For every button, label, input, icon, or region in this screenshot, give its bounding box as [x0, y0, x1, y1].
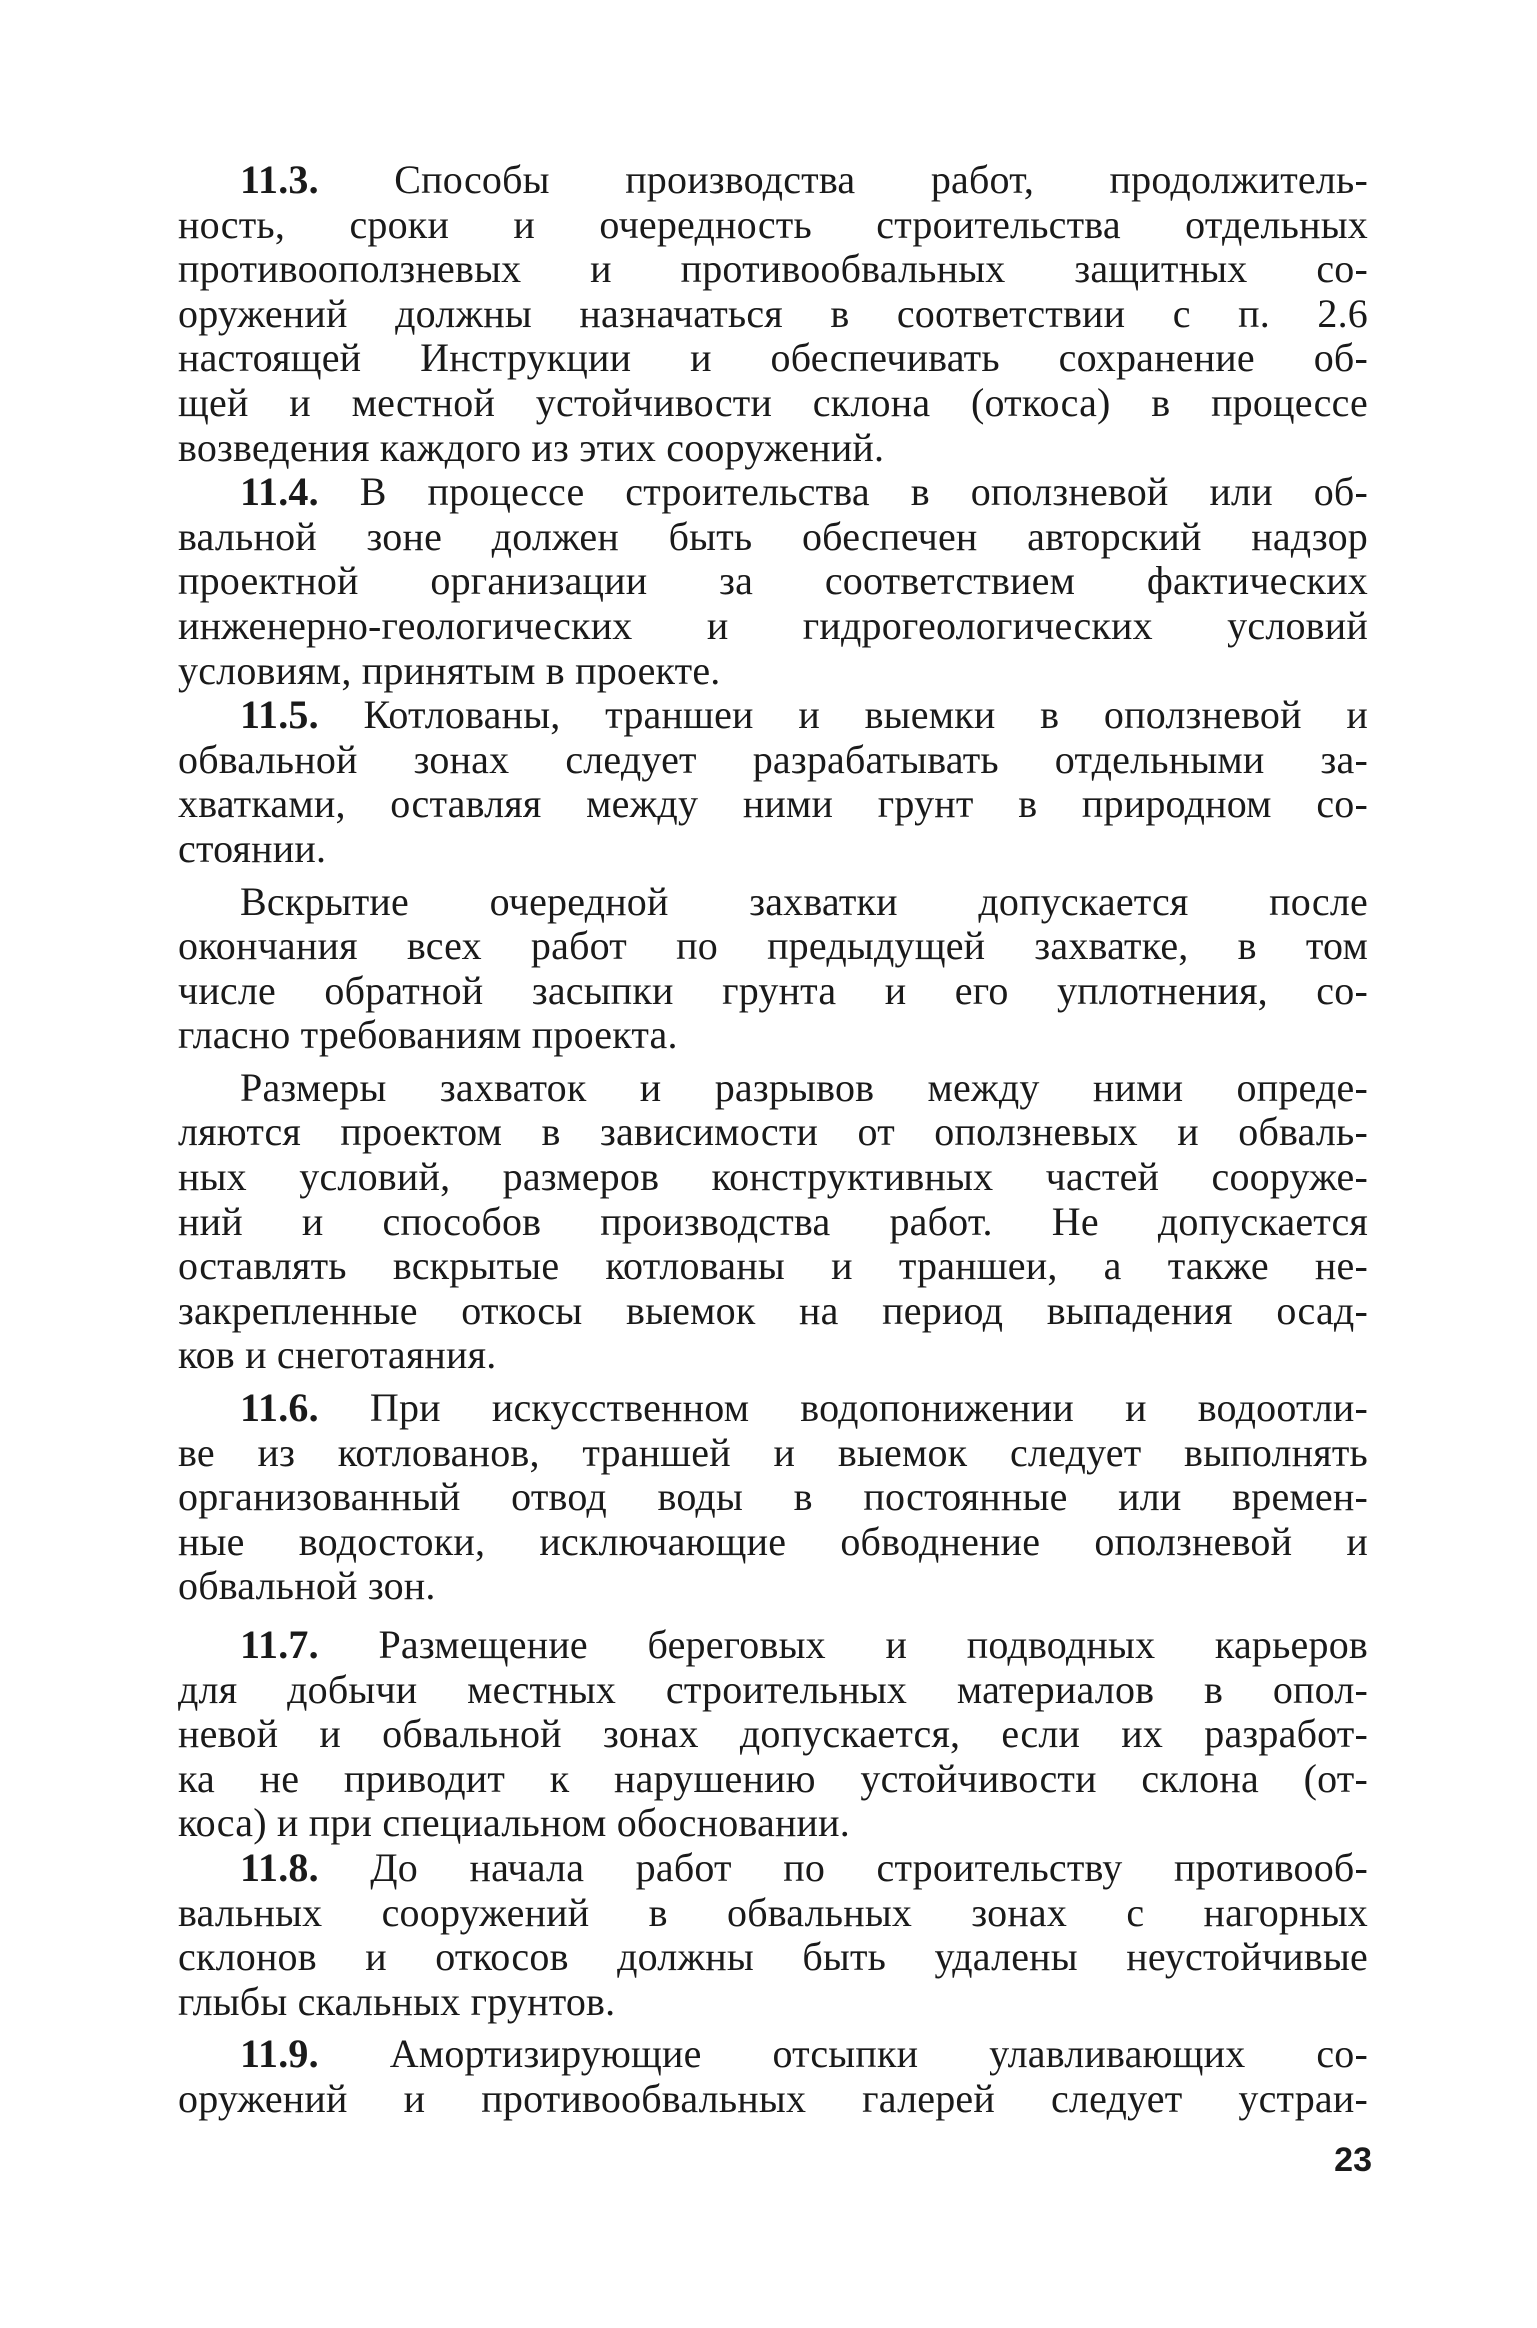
- text-line: настоящей Инструкции и обеспечивать сохранение об-: [178, 335, 1368, 381]
- text-line: Вскрытие очередной захватки допускается после: [240, 878, 1368, 924]
- paragraph-11-5: [178, 693, 1368, 871]
- text-line: 11.4. В процессе строительства в оползневой или об-: [240, 469, 1368, 515]
- text-line: вальной зоне должен быть обеспечен авторский надзор: [178, 513, 1368, 559]
- text-line: закрепленные откосы выемок на период выпадения осад-: [178, 1287, 1368, 1333]
- page-number: 23: [1334, 2141, 1372, 2179]
- text-line: 11.8. До начала работ по строительству противооб-: [240, 1844, 1368, 1890]
- text-line: глыбы скальных грунтов.: [178, 1978, 616, 2024]
- text-line: склонов и откосов должны быть удалены неустойчивые: [178, 1934, 1368, 1980]
- text-line: обвальной зонах следует разрабатывать отдельными за-: [178, 736, 1368, 782]
- text-line: гласно требованиям проекта.: [178, 1012, 678, 1058]
- text-line: организованный отвод воды в постоянные или времен-: [178, 1474, 1368, 1520]
- text-line: ляются проектом в зависимости от оползневых и обваль-: [178, 1109, 1368, 1155]
- text-line: 11.7. Размещение береговых и подводных карьеров: [240, 1622, 1369, 1667]
- text-line: ка не приводит к нарушению устойчивости склона (от-: [178, 1755, 1368, 1801]
- paragraph-number: 11.6.: [240, 1385, 319, 1431]
- text-line: 11.5. Котлованы, траншеи и выемки в оползневой и: [240, 692, 1369, 738]
- text-line: ных условий, размеров конструктивных частей сооруже-: [178, 1154, 1368, 1200]
- text-line: ний и способов производства работ. Не допускается: [178, 1198, 1368, 1244]
- paragraph-number: 11.5.: [240, 692, 319, 738]
- text-line: оружений должны назначаться в соответствии с п. 2.6: [178, 290, 1368, 336]
- text-line: ность, сроки и очередность строительства отдельных: [178, 201, 1368, 247]
- text-line: оставлять вскрытые котлованы и траншеи, а также не-: [178, 1243, 1368, 1289]
- text-line: невой и обвальной зонах допускается, если их разработ-: [178, 1711, 1368, 1757]
- text-line: условиям, принятым в проекте.: [178, 647, 721, 693]
- text-line: возведения каждого из этих сооружений.: [178, 424, 885, 470]
- paragraph-11-3: [178, 158, 1368, 470]
- text-line: противооползневых и противообвальных защитных со-: [178, 246, 1368, 292]
- text-line: проектной организации за соответствием фактических: [178, 558, 1368, 604]
- text-line: 11.9. Амортизирующие отсыпки улавливающих со-: [240, 2031, 1368, 2077]
- text-line: коса) и при специальном обосновании.: [178, 1800, 850, 1846]
- paragraph-11-9: [178, 2032, 1368, 2121]
- text-line: ков и снеготаяния.: [178, 1332, 497, 1378]
- text-line: для добычи местных строительных материалов в опол-: [178, 1666, 1368, 1712]
- paragraph-11-6: [178, 1386, 1368, 1609]
- text-line: окончания всех работ по предыдущей захватке, в том: [178, 923, 1368, 969]
- text-line: хватками, оставляя между ними грунт в природном со-: [178, 781, 1368, 827]
- text-line: 11.6. При искусственном водопонижении и водоотли-: [240, 1385, 1369, 1431]
- text-line: обвальной зон.: [178, 1563, 436, 1609]
- paragraph-sizes: [178, 1066, 1368, 1378]
- paragraph-number: 11.9.: [240, 2031, 319, 2077]
- paragraph-opening: [178, 880, 1368, 1058]
- text-line: Размеры захваток и разрывов между ними опреде-: [240, 1064, 1368, 1110]
- text-line: стоянии.: [178, 825, 327, 871]
- text-line: ные водостоки, исключающие обводнение оползневой и: [178, 1518, 1368, 1564]
- text-line: ве из котлованов, траншей и выемок следует выполнять: [178, 1429, 1368, 1475]
- paragraph-number: 11.8.: [240, 1844, 319, 1890]
- text-line: щей и местной устойчивости склона (откоса) в процессе: [178, 379, 1368, 425]
- text-line: оружений и противообвальных галерей следует устраи-: [178, 2075, 1368, 2121]
- paragraph-number: 11.3.: [240, 157, 319, 202]
- text-line: инженерно-геологических и гидрогеологических условий: [178, 602, 1368, 648]
- text-line: числе обратной засыпки грунта и его уплотнения, со-: [178, 967, 1368, 1013]
- paragraph-11-8: [178, 1846, 1368, 2024]
- paragraph-number: 11.7.: [240, 1622, 319, 1667]
- body-text: [178, 158, 1368, 2122]
- text-line: 11.3. Способы производства работ, продолжитель-: [240, 157, 1368, 202]
- paragraph-11-4: [178, 470, 1368, 693]
- paragraph-11-7: [178, 1623, 1368, 1846]
- text-line: вальных сооружений в обвальных зонах с нагорных: [178, 1889, 1368, 1935]
- paragraph-number: 11.4.: [240, 469, 319, 515]
